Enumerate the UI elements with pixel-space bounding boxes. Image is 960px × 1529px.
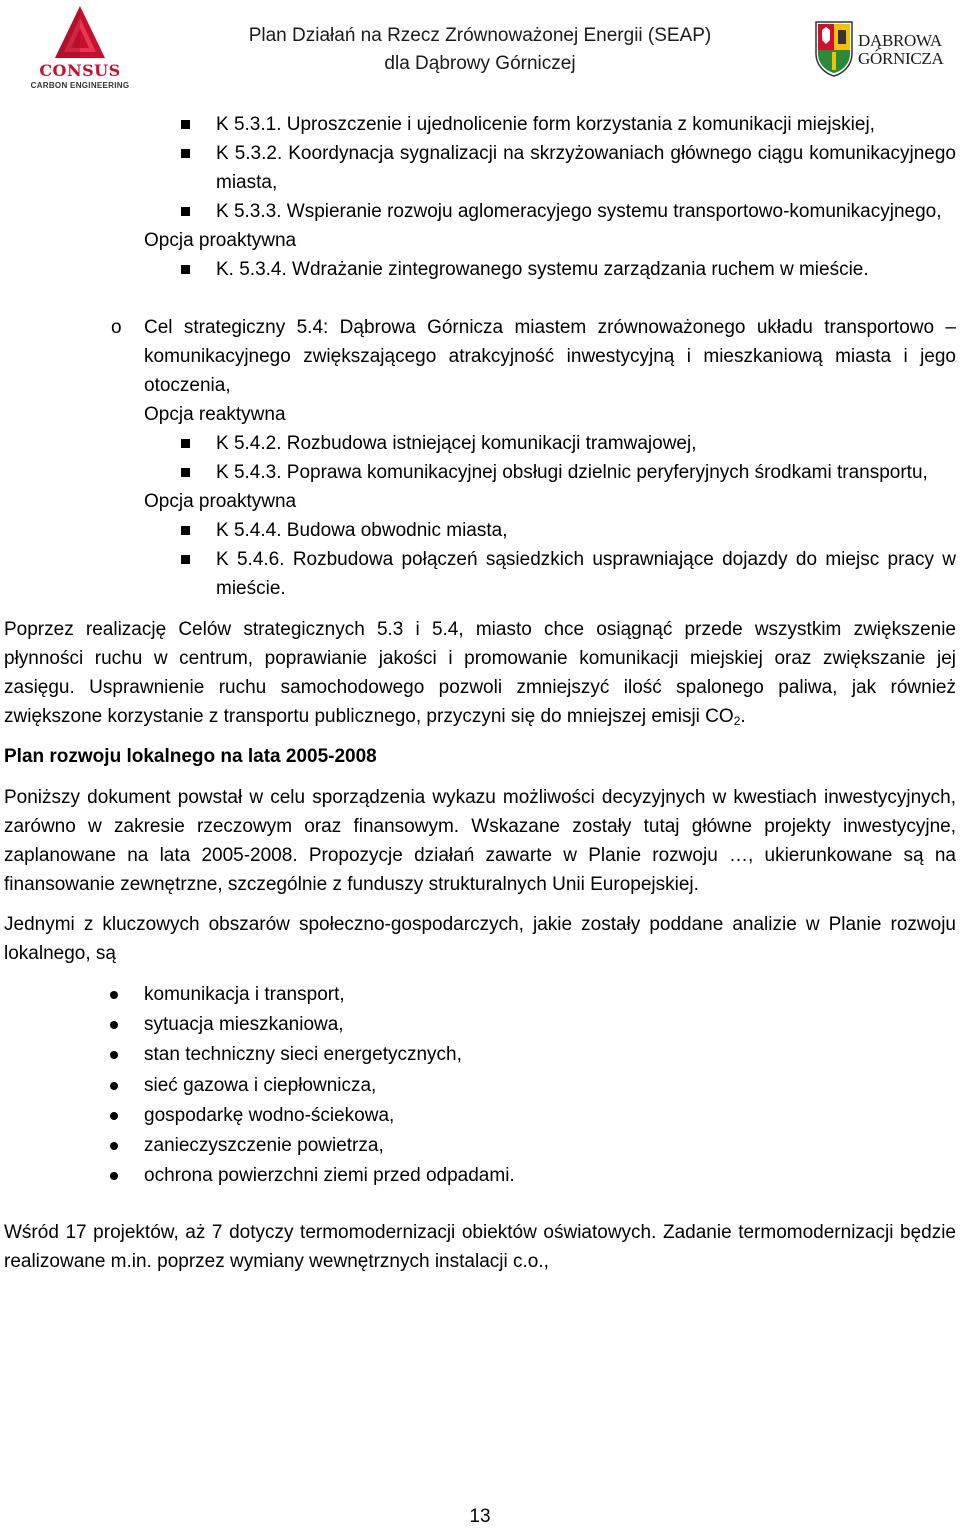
header-title-line1: Plan Działań na Rzecz Zrównoważonej Energii (SEAP) [248,25,712,46]
consus-triangle-icon [53,4,107,60]
summary-end: . [740,706,746,727]
page-header [0,0,960,100]
option-label: Opcja reaktywna [144,404,286,425]
summary-paragraph [4,615,956,731]
list-item: zanieczyszczenie powietrza, [144,1131,960,1161]
header-title-line2: dla Dąbrowy Górniczej [384,53,576,74]
consus-subtitle: CARBON ENGINEERING [30,81,130,90]
list-item: K 5.4.2. Rozbudowa istniejącej komunikacji tramwajowej, [216,429,956,458]
list-item: sieć gazowa i ciepłownicza, [144,1071,960,1101]
list-item: K. 5.3.4. Wdrażanie zintegrowanego systemu zarządzania ruchem w mieście. [216,255,956,284]
city-name-line2: GÓRNICZA [858,49,944,68]
list-item: K 5.3.2. Koordynacja sygnalizacji na skrzyżowaniach głównego ciągu komunikacyjnego miasta, [216,139,956,197]
page-number: 13 [469,1506,491,1527]
city-name [858,32,943,68]
option-label: Opcja proaktywna [144,230,297,251]
header-title [200,22,760,78]
city-crest-icon [814,20,854,78]
subscript: 2 [733,714,741,728]
list-item: sytuacja mieszkaniowa, [144,1010,960,1040]
consus-logo [26,4,134,92]
plan-paragraph: Poniższy dokument powstał w celu sporządzenia wykazu możliwości decyzyjnych w kwestiach inwestycyjnych, zarówno w zakresie rzeczowym oraz finansowym. Wskazane zostały tutaj główne projekty inwestycyjne, zaplanowane na lata 2005-2008. Propozycje działań zawarte w Planie rozwoju …, ukierunkowane są na finansowanie zewnętrzne, szczególnie z funduszy strukturalnych Unii Europejskiej. [4,787,956,895]
plan-paragraph: Wśród 17 projektów, aż 7 dotyczy termomodernizacji obiektów oświatowych. Zadanie termomodernizacji będzie realizowane m.in. poprzez wymiany wewnętrznych instalacji c.o., [4,1222,956,1273]
list-item: K 5.3.1. Uproszczenie i ujednolicenie form korzystania z komunikacji miejskiej, [216,110,956,139]
list-item: komunikacja i transport, [144,980,960,1010]
section-heading: Plan rozwoju lokalnego na lata 2005-2008 [4,746,377,767]
city-logo [814,14,952,84]
option-label: Opcja proaktywna [144,491,297,512]
page-content [0,110,960,1276]
consus-name: CONSUS [39,61,121,80]
list-item: K 5.4.6. Rozbudowa połączeń sąsiedzkich usprawniające dojazdy do miejsc pracy w mieście. [216,545,956,603]
city-name-line1: DĄBROWA [858,31,942,50]
plan-paragraph: Jednymi z kluczowych obszarów społeczno-gospodarczych, jakie zostały poddane analizie w Planie rozwoju lokalnego, są [4,914,956,964]
summary-text: Poprzez realizację Celów strategicznych 5.3 i 5.4, miasto chce osiągnąć przede wszystkim zwiększenie płynności ruchu w centrum, poprawianie jakości i promowanie komunikacji miejskiej oraz zwiększanie jej zasięgu. Usprawnienie ruchu samochodowego pozwoli zmniejszyć ilość spalonego paliwa, jak również zwiększone korzystanie z transportu publicznego, przyczyni się do mniejszej emisji CO [4,619,956,727]
list-item: K 5.4.4. Budowa obwodnic miasta, [216,516,956,545]
list-item: stan techniczny sieci energetycznych, [144,1040,960,1070]
list-item: gospodarkę wodno-ściekowa, [144,1101,960,1131]
strategic-goal: o Cel strategiczny 5.4: Dąbrowa Górnicza miastem zrównoważonego układu transportowo – komunikacyjnego zwiększającego atrakcyjność inwestycyjną i mieszkaniową miasta i jego otoczenia, [144,313,956,400]
list-item: ochrona powierzchni ziemi przed odpadami. [144,1161,960,1191]
list-item: K 5.3.3. Wspieranie rozwoju aglomeracyjego systemu transportowo-komunikacyjnego, [216,197,956,226]
list-item: K 5.4.3. Poprawa komunikacyjnej obsługi dzielnic peryferyjnych środkami transportu, [216,458,956,487]
